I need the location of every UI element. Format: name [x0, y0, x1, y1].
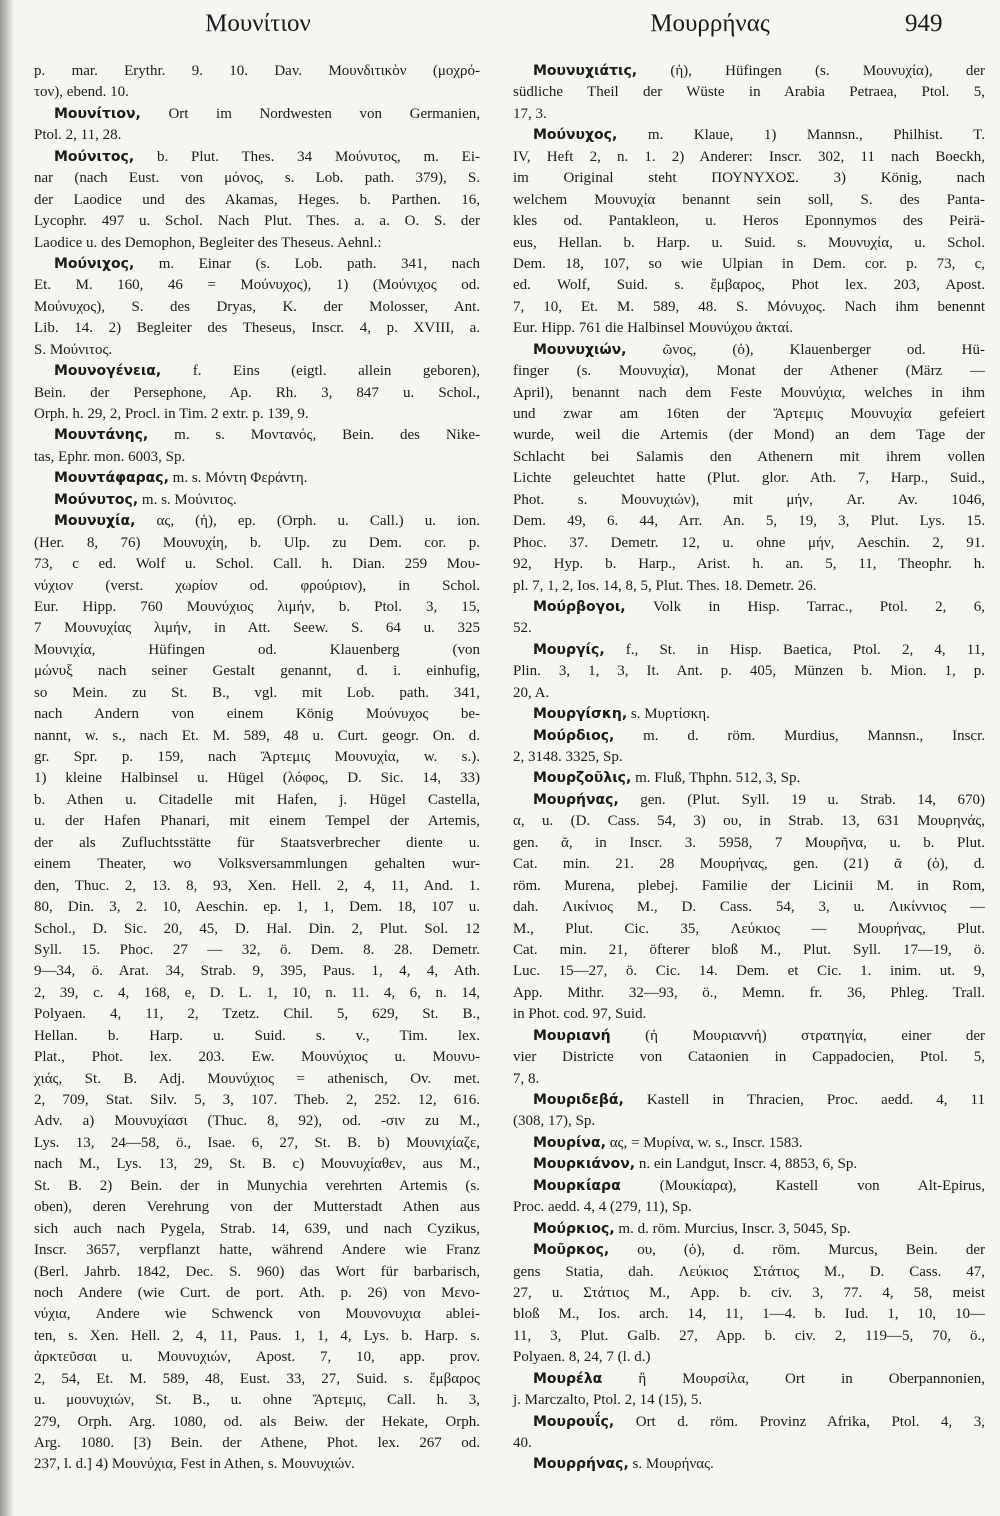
- entry-start-line: [34, 425, 480, 446]
- text-line: gr. Spr. p. 159, nach Ἄρτεμις Μουνυχία, w. s.).: [34, 749, 480, 765]
- text-line: Et. M. 160, 46 = Μούνυχος), 1) (Μούνιχος od.: [34, 277, 480, 294]
- headword: Μοῦρκος,: [533, 1242, 610, 1259]
- text-line: im Original steht ΠΟΥΝΥΧΟΣ. 3) König, nach: [513, 170, 985, 187]
- entry-text: Ort im Nordwesten von Germanien,: [140, 105, 480, 122]
- text-line: ten, s. Xen. Hell. 2, 4, 11, Paus. 1, 1, 4, Lys. b. Harp. s.: [34, 1327, 480, 1344]
- text-line: Cat. min. 21, öfterer bloß Μ., Plut. Syll. 17—19, ö.: [513, 941, 985, 958]
- text-line: Lys. 13, 24—58, ö., Isae. 6, 27, St. B. b) Μουνιχίαζε,: [34, 1134, 480, 1151]
- text-line: Orph. h. 29, 2, Procl. in Tim. 2 extr. p. 139, 9.: [34, 406, 309, 422]
- headword: Μουνίτιον,: [54, 105, 141, 122]
- text-line: finger (s. Μουνυχία), Monat der Athener (März —: [513, 363, 985, 380]
- text-line: u. μουνυχιών, St. B., u. ohne Ἄρτεμις, Call. h. 3,: [34, 1392, 480, 1409]
- headword: Μούνιτος,: [54, 148, 135, 165]
- text-line: νύχιον (verst. χωρίον od. φρούριον), in Schol.: [34, 577, 480, 594]
- entry-text: Kastell in Thracien, Proc. aedd. 4, 11: [623, 1092, 985, 1108]
- entry-start-line: [513, 768, 985, 789]
- text-line: der als Zufluchtsstätte für Staatsverbrecher diente u.: [34, 834, 480, 851]
- headword: Μουνυχιών,: [533, 341, 627, 358]
- headword: Μούνυχος,: [533, 127, 618, 144]
- headword: Μουργίς,: [533, 641, 605, 658]
- entry-start-line: [513, 1133, 985, 1154]
- entry-start-line: [513, 597, 985, 618]
- headword: Μούνυτος,: [54, 491, 139, 508]
- text-line: der Laodice und des Akamas, Heges. b. Parthen. 16,: [34, 191, 480, 208]
- headword: Μουνυχιάτις,: [533, 63, 638, 79]
- text-line: St. B. 2) Bein. der in Munychia verehrten Artemis (s.: [34, 1177, 480, 1194]
- headword: Μουνογένεια,: [54, 363, 162, 380]
- headword: Μουρζοῦλις,: [533, 770, 632, 787]
- text-line: Eur. Hipp. 761 die Halbinsel Μουνύχου ἀκταί.: [513, 320, 793, 337]
- entry-text: gen. (Plut. Syll. 19 u. Strab. 14, 670): [618, 791, 985, 808]
- entry-start-line: [34, 468, 480, 489]
- text-line: p. mar. Erythr. 9. 10. Dav. Μουνδιτικὸν (μοχρό-: [34, 63, 480, 79]
- text-line: Lib. 14. 2) Begleiter des Theseus, Inscr. 4, p. XVIII, a.: [34, 320, 480, 337]
- entry-start-line: [34, 254, 480, 275]
- entry-text: m. s. Μόντη Φεράντη.: [168, 470, 308, 487]
- text-line: Μουνιχία, Hüfingen od. Klauenberg (von: [34, 641, 480, 658]
- text-line: Inscr. 3657, verpflanzt hatte, während Andere wie Franz: [34, 1242, 480, 1259]
- headword: Μουντάφαρας,: [54, 470, 169, 487]
- text-line: 7 Μουνυχίας λιμήν, in Att. Seew. S. 64 u. 325: [34, 620, 480, 637]
- text-line: Phoc. 37. Demetr. 12, u. ohne μήν, Aeschin. 2, 91.: [513, 534, 985, 551]
- text-line: 11, 3, Plut. Galb. 27, App. b. civ. 2, 119—5, 70, ö.,: [513, 1327, 985, 1344]
- text-line: den, Thuc. 2, 13. 8, 93, Xen. Hell. 2, 4, 11, And. 1.: [34, 877, 480, 894]
- text-line: 27, u. Στάτιος Μ., App. b. civ. 3, 77. 4, 58, meist: [513, 1284, 985, 1301]
- text-line: Adv. a) Μουνυχίασι (Thuc. 8, 92), od. -σιν zu M.,: [34, 1113, 480, 1130]
- text-line: 80, Din. 3, 2. 10, Aeschin. ep. 1, 1, Dem. 18, 107 u.: [34, 899, 480, 916]
- right-column: [513, 61, 985, 1476]
- text-line: Schlacht bei Salamis den Athenern mit ihrem vollen: [513, 448, 985, 465]
- headword: Μουρρήνας,: [533, 1456, 629, 1473]
- text-line: gens Statia, dah. Λεύκιος Στάτιος Μ., D. Cass. 47,: [513, 1263, 985, 1280]
- entry-start-line: [513, 1219, 985, 1240]
- text-line: dah. Λικίνιος Μ., D. Cass. 54, 3, u. Λικίννιος —: [513, 899, 985, 916]
- text-line: Lichte geleuchtet hatte (Plut. glor. Ath. 7, Harp., Suid.,: [513, 470, 985, 487]
- text-line: 2, 3148. 3325, Sp.: [513, 749, 623, 765]
- text-line: Phot. s. Μουνυχιών), mit μήν, Ar. Av. 1046,: [513, 491, 985, 508]
- headword: Μουρήνας,: [533, 791, 619, 808]
- entry-text: f., St. in Hisp. Baetica, Ptol. 2, 4, 11,: [604, 641, 985, 658]
- text-line: Dem. 18, 107, so wie Ulpian in Dem. cor. p. 73, c,: [513, 255, 985, 272]
- headword: Μουρέλα: [533, 1370, 603, 1387]
- text-line: Laodice u. des Demophon, Begleiter des Theseus. Aehnl.:: [34, 234, 382, 251]
- text-line: τον), ebend. 10.: [34, 84, 129, 101]
- text-line: Bein. der Persephone, Ap. Rh. 3, 847 u. Schol.,: [34, 384, 480, 401]
- entry-start-line: [513, 726, 985, 747]
- entry-text: ῶνος, (ὁ), Klauenberger od. Hü-: [626, 341, 985, 358]
- headword: Μουρκιάνον,: [533, 1156, 636, 1173]
- headword: Μούρκιος,: [533, 1220, 615, 1237]
- text-line: Hellan. b. Harp. u. Suid. s. v., Tim. lex.: [34, 1027, 480, 1044]
- text-line: ed. Wolf, Suid. s. ἔμβαρος, Phot lex. 203, Apost.: [513, 277, 985, 294]
- text-line: Μούνυχος), S. des Dryas, K. der Molosser, Ant.: [34, 298, 480, 315]
- text-line: 9—34, ö. Arat. 34, Strab. 9, 395, Paus. 1, 4, 4, Ath.: [34, 963, 480, 980]
- text-line: S. Μούνιτος.: [34, 341, 113, 358]
- text-line: Μ., Plut. Cic. 35, Λεύκιος — Μουρήνας, Plut.: [513, 920, 985, 937]
- text-line: gen. ᾶ, in Inscr. 3. 5958, 7 Μουρῆνα, u. b. Plut.: [513, 834, 985, 851]
- entry-start-line: [513, 1240, 985, 1261]
- entry-start-line: [513, 125, 985, 146]
- text-line: Luc. 15—27, ö. Cic. 14. Dem. et Cic. 1. inim. ut. 9,: [513, 963, 985, 980]
- entry-start-line: [34, 147, 480, 168]
- entry-text: ας, (ἡ), ep. (Orph. u. Call.) u. ion.: [135, 513, 480, 530]
- entry-start-line: [513, 1369, 985, 1390]
- text-line: (Berl. Jahrb. 1842, Dec. S. 960) das Wort für barbarisch,: [34, 1263, 480, 1280]
- entry-start-line: [513, 61, 985, 82]
- text-line: Plin. 3, 1, 3, It. Ant. p. 405, Münzen b. Mion. 1, p.: [513, 663, 985, 680]
- entry-start-line: [513, 704, 985, 725]
- entry-text: m. d. röm. Murcius, Inscr. 3, 5045, Sp.: [614, 1220, 851, 1237]
- page-number: 949: [905, 10, 943, 37]
- text-line: j. Marczalto, Ptol. 2, 14 (15), 5.: [513, 1392, 703, 1409]
- text-line: sich auch nach Pygela, Strab. 14, 639, und nach Cyzikus,: [34, 1220, 480, 1237]
- text-line: wurde, weil die Artemis (der Mond) an dem Tage der: [513, 427, 985, 444]
- text-line: 7, 8.: [513, 1070, 540, 1087]
- entry-start-line: [513, 1154, 985, 1175]
- headword: Μουρίνα,: [533, 1134, 606, 1151]
- headword: Μούρβογοι,: [533, 598, 626, 615]
- text-line: oben), deren Verehrung von der Mutterstadt Athen aus: [34, 1199, 480, 1216]
- entry-text: m. s. Μοντανός, Bein. des Nike-: [148, 427, 480, 444]
- text-line: vier Districte von Cataonien in Cappadocien, Ptol. 5,: [513, 1049, 985, 1066]
- text-line: Dem. 49, 6. 44, Arr. An. 5, 19, 3, Plut. Lys. 15.: [513, 513, 985, 530]
- text-line: in Phot. cod. 97, Suid.: [513, 1006, 647, 1023]
- text-line: 40.: [513, 1435, 532, 1451]
- entry-text: s. Μυρτίσκη.: [627, 706, 710, 723]
- entry-start-line: [34, 511, 480, 532]
- text-line: nach M., Lys. 13, 29, St. B. c) Μουνυχίαθεν, aus M.,: [34, 1156, 480, 1173]
- text-line: Arg. 1080. [3) Bein. der Athene, Phot. lex. 267 od.: [34, 1435, 480, 1451]
- text-line: ἀρκτεῦσαι u. Μουνυχιών, Apost. 7, 10, app. prov.: [34, 1349, 480, 1366]
- text-line: 2, 39, c. 4, 168, e, D. L. 1, 10, n. 11. 4, 6, n. 14,: [34, 984, 480, 1001]
- entry-text: ἢ Μουρσίλα, Ort in Oberpannonien,: [602, 1370, 985, 1387]
- text-line: Schol., D. Sic. 20, 45, D. Hal. Din. 2, Plut. Sol. 12: [34, 920, 480, 937]
- headword: Μουνυχία,: [54, 513, 136, 530]
- text-line: Polyaen. 8, 24, 7 (l. d.): [513, 1349, 651, 1366]
- text-line: pl. 7, 1, 2, Ios. 14, 8, 5, Plut. Thes. 18. Demetr. 26.: [513, 577, 817, 594]
- text-line: u. der Hafen Phanari, mit einem Tempel der Artemis,: [34, 813, 480, 830]
- text-line: νύχια, Andere wie Schwenck von Μουνονυχια ablei-: [34, 1306, 480, 1323]
- text-line: 237, l. d.] 4) Μουνύχια, Fest in Athen, s. Μουνυχιών.: [34, 1456, 355, 1473]
- running-head-right: Μουρρήνας: [650, 10, 770, 37]
- headword: Μουριανή: [533, 1027, 611, 1044]
- text-line: 73, c ed. Wolf u. Schol. Call. h. Dian. 259 Μου-: [34, 556, 480, 573]
- text-line: χιάς, St. B. Adj. Μουνύχιος = athenisch, Ov. met.: [34, 1070, 480, 1087]
- headword: Μούνιχος,: [54, 255, 135, 272]
- text-line: und zwar am 16ten der Ἄρτεμις Μουνυχία gefeiert: [513, 406, 985, 422]
- headword: Μούρδιος,: [533, 727, 615, 744]
- entry-start-line: [513, 1412, 985, 1433]
- entry-text: Volk in Hisp. Tarrac., Ptol. 2, 6,: [625, 598, 985, 615]
- entry-text: m. Klaue, 1) Mannsn., Philhist. T.: [617, 127, 985, 144]
- entry-text: s. Μουρήνας.: [628, 1456, 714, 1473]
- text-line: so Mein. zu St. B., vgl. mit Lob. path. 341,: [34, 684, 480, 701]
- text-line: 1) kleine Halbinsel u. Hügel (λόφος, D. Sic. 14, 33): [34, 770, 480, 787]
- entry-start-line: [513, 1176, 985, 1197]
- entry-text: m. Fluß, Thphn. 512, 3, Sp.: [631, 770, 801, 787]
- text-line: noch Andere (wie Curt. de port. Ath. p. 26) von Μενο-: [34, 1284, 480, 1301]
- text-line: α, u. (D. Cass. 54, 3) ου, in Strab. 13, 631 Μουρηνάς,: [513, 813, 985, 830]
- text-line: App. Mithr. 32—93, ö., Memn. fr. 36, Phleg. Trall.: [513, 984, 985, 1001]
- entry-text: ας, = Μυρίνα, w. s., Inscr. 1583.: [605, 1134, 803, 1151]
- entry-start-line: [513, 1090, 985, 1111]
- entry-text: ου, (ὁ), d. röm. Murcus, Bein. der: [609, 1242, 985, 1259]
- text-line: südliche Theil der Wüste in Arabia Petraea, Ptol. 5,: [513, 84, 985, 101]
- text-line: nach Andern von einem König Μούνυχος be-: [34, 706, 480, 723]
- entry-start-line: [34, 361, 480, 382]
- text-line: 2, 54, Et. M. 589, 48, Eust. 33, 27, Suid. s. ἔμβαρος: [34, 1370, 480, 1387]
- entry-text: n. ein Landgut, Inscr. 4, 8853, 6, Sp.: [635, 1156, 858, 1173]
- entry-start-line: [34, 490, 480, 511]
- text-line: Eur. Hipp. 760 Μουνύχιος λιμήν, b. Ptol. 3, 15,: [34, 598, 480, 615]
- text-line: bloß Μ., Ios. arch. 14, 11, 1—4. b. Iud. 1, 10, 10—: [513, 1306, 985, 1323]
- left-column: [34, 61, 480, 1476]
- text-line: nannt, w. s., nach Et. M. 589, 48 u. Curt. geogr. On. d.: [34, 727, 480, 744]
- headword: Μουρουΐς,: [533, 1413, 615, 1430]
- text-line: 7, 10, Et. M. 589, 48. S. Μόνυχος. Nach ihm benennt: [513, 298, 985, 315]
- entry-text: Ort d. röm. Provinz Afrika, Ptol. 4, 3,: [614, 1413, 985, 1430]
- text-line: Plat., Phot. lex. 203. Ew. Μουνύχιος u. Μουνυ-: [34, 1049, 480, 1066]
- page-edge-shadow: [0, 0, 14, 1516]
- entry-text: (Μουκίαρα), Kastell von Alt-Epirus,: [620, 1177, 985, 1194]
- text-line: nar (nach Eust. von μόνος, s. Lob. path. 379), S.: [34, 170, 480, 187]
- text-line: 279, Orph. Arg. 1080, od. als Beiw. der Hekate, Orph.: [34, 1413, 480, 1430]
- entry-start-line: [34, 104, 480, 125]
- text-line: (308, 17), Sp.: [513, 1113, 596, 1130]
- text-line: tas, Ephr. mon. 6003, Sp.: [34, 448, 186, 465]
- text-line: (Her. 8, 76) Μουνυχίη, b. Ulp. zu Dem. cor. p.: [34, 534, 480, 551]
- headword: Μουντάνης,: [54, 427, 149, 444]
- entry-text: b. Plut. Thes. 34 Μούνυτος, m. Ei-: [134, 148, 480, 165]
- text-line: 92, Hyp. b. Harp., Arist. h. an. 5, 11, Theophr. h.: [513, 556, 985, 573]
- text-line: einem Theater, wo Volksversammlungen gehalten wur-: [34, 856, 480, 873]
- text-line: Syll. 15. Phoc. 27 — 32, ö. Dem. 8. 28. Demetr.: [34, 941, 480, 958]
- text-line: 20, A.: [513, 684, 550, 701]
- entry-start-line: [513, 1454, 985, 1475]
- entry-start-line: [513, 1026, 985, 1047]
- text-line: röm. Murena, plebej. Familie der Licinii M. in Rom,: [513, 877, 985, 894]
- entry-text: m. d. röm. Murdius, Mannsn., Inscr.: [614, 727, 985, 744]
- text-line: 2, 709, Stat. Silv. 5, 3, 107. Theb. 2, 252. 12, 616.: [34, 1092, 480, 1108]
- text-line: Ptol. 2, 11, 28.: [34, 127, 122, 144]
- text-line: Lycophr. 497 u. Schol. Nach Plut. Thes. a. a. O. S. der: [34, 213, 480, 230]
- text-line: μώνυξ nach seiner Gestalt genannt, d. i. einhufig,: [34, 663, 480, 680]
- entry-text: (ἡ), Hüfingen (s. Μουνυχία), der: [637, 63, 985, 79]
- text-line: eus, Hellan. b. Harp. u. Suid. s. Μουνυχία, u. Schol.: [513, 234, 985, 251]
- running-head-left: Μουνίτιον: [205, 10, 311, 37]
- text-line: 52.: [513, 620, 532, 637]
- text-line: welchem Μουνυχία benannt sein soll, S. des Panta-: [513, 191, 985, 208]
- text-line: 17, 3.: [513, 105, 547, 122]
- entry-text: (ἡ Μουριαννή) στρατηγία, einer der: [610, 1027, 985, 1044]
- text-line: IV, Heft 2, n. 1. 2) Anderer: Inscr. 302, 11 nach Boeckh,: [513, 148, 985, 165]
- headword: Μουρκίαρα: [533, 1177, 621, 1194]
- entry-text: f. Eins (eigtl. allein geboren),: [161, 363, 480, 380]
- text-line: Proc. aedd. 4, 4 (279, 11), Sp.: [513, 1199, 692, 1216]
- text-line: Cat. min. 21. 28 Μουρήνας, gen. (21) ᾶ (ὁ), d.: [513, 856, 985, 873]
- headword: Μουργίσκη,: [533, 706, 628, 723]
- entry-start-line: [513, 640, 985, 661]
- text-line: Polyaen. 4, 11, 2, Tzetz. Chil. 5, 629, St. B.,: [34, 1006, 480, 1023]
- text-line: b. Athen u. Citadelle mit Hafen, j. Hügel Castella,: [34, 791, 480, 808]
- text-line: April), benannt nach dem Feste Μουνύχια, welches in ihm: [513, 384, 985, 401]
- entry-text: m. Einar (s. Lob. path. 341, nach: [134, 255, 480, 272]
- entry-start-line: [513, 790, 985, 811]
- entry-text: m. s. Μούνιτος.: [138, 491, 237, 508]
- text-line: kles od. Pantakleon, u. Heros Eponnymos des Peirä-: [513, 213, 985, 230]
- headword: Μουριδεβά,: [533, 1092, 624, 1108]
- entry-start-line: [513, 340, 985, 361]
